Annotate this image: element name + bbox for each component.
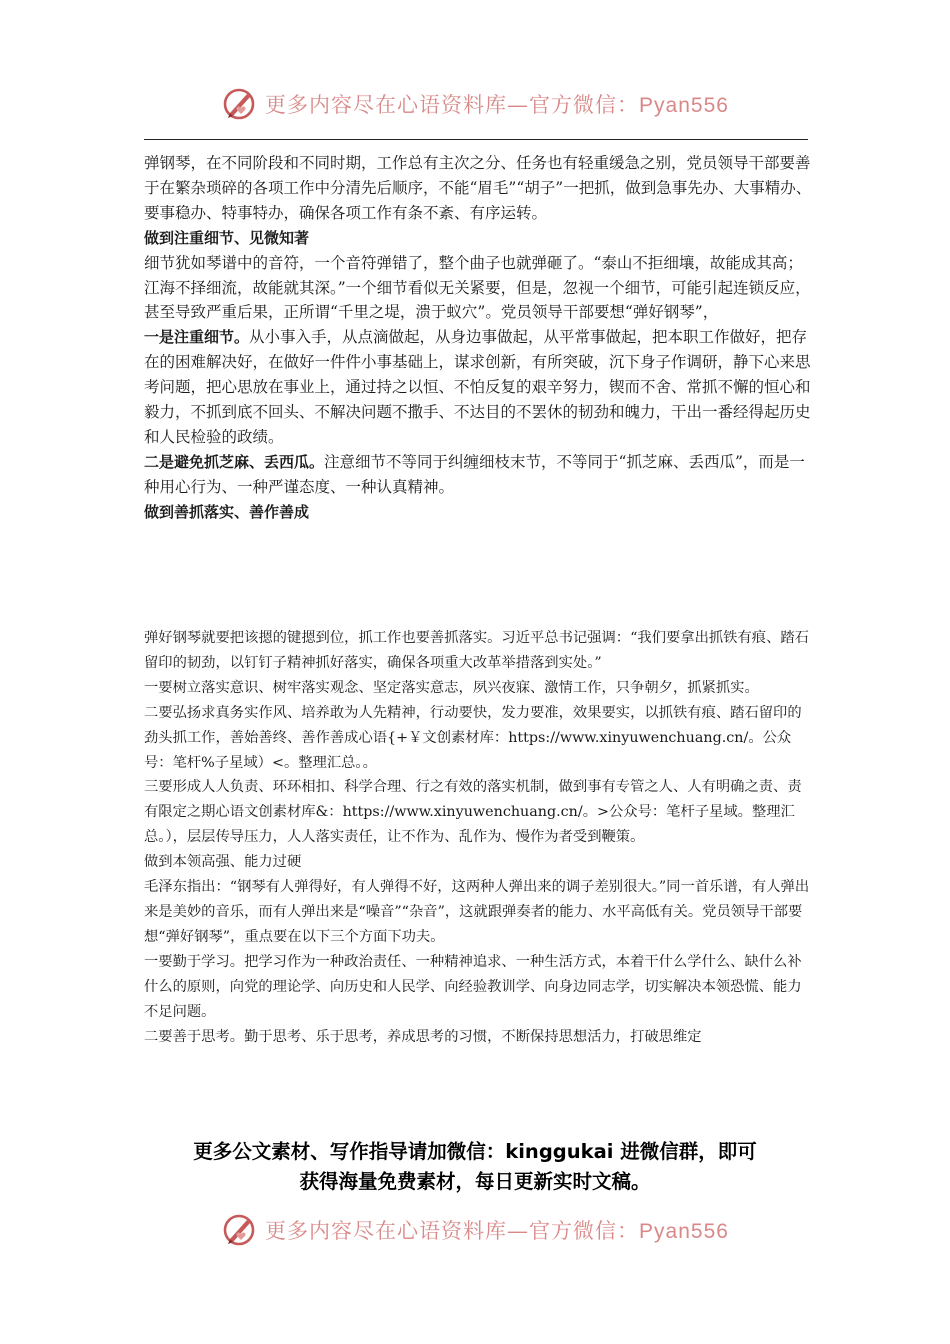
promo-line-2: 获得海量免费素材，每日更新实时文稿。	[299, 1170, 651, 1193]
paragraph: 一要勤于学习。把学习作为一种政治责任、一种精神追求、一种生活方式，本着干什么学什么、缺什么补什么的原则，向党的理论学、向历史和人民学、向经验教训学、向身边同志学，切实解决本领恐慌、能力不足问题。	[144, 953, 802, 1020]
paragraph: 弹好钢琴就要把该摁的键摁到位，抓工作也要善抓落实。习近平总书记强调：“我们要拿出抓铁有痕、踏石留印的韧劲，以钉钉子精神抓好落实，确保各项重大改革举措落到实处。”	[144, 630, 809, 671]
header-wechat-id: Pyan556	[639, 94, 729, 117]
bold-lead: 二是避免抓芝麻、丢西瓜。	[144, 452, 325, 471]
promo-banner	[130, 1137, 820, 1197]
paragraph: 二要善于思考。勤于思考、乐于思考，养成思考的习惯，不断保持思想活力，打破思维定	[144, 1028, 702, 1045]
bold-lead: 一是注重细节。	[144, 328, 250, 347]
paragraph: 细节犹如琴谱中的音符，一个音符弹错了，整个曲子也就弹砸了。“泰山不拒细壤，故能成其高；江海不择细流，故能就其深。”一个细节看似无关紧要，但是，忽视一个细节，可能引起连锁反应，甚至导致严重后果，正所谓“千里之堤，溃于蚁穴”。党员领导干部要想“弹好钢琴”，	[144, 253, 811, 322]
paragraph: 一是注重细节。从小事入手，从点滴做起，从身边事做起，从平常事做起，把本职工作做好，把存在的困难解决好，在做好一件件小事基础上，谋求创新，有所突破，沉下身子作调研，静下心来思考问题，把心思放在事业上，通过持之以恒、不怕反复的艰辛努力，锲而不舍、常抓不懈的恒心和毅力，不抓到底不回头、不解决问题不撒手、不达目的不罢休的韧劲和魄力，干出一番经得起历史和人民检验的政绩。	[144, 328, 811, 446]
paragraph: 弹钢琴，在不同阶段和不同时期，工作总有主次之分、任务也有轻重缓急之别，党员领导干部要善于在繁杂琐碎的各项工作中分清先后顺序，不能“眉毛”“胡子”一把抓，做到急事先办、大事精办、要事稳办、特事特办，确保各项工作有条不紊、有序运转。	[144, 154, 812, 222]
paragraph: 毛泽东指出：“钢琴有人弹得好，有人弹得不好，这两种人弹出来的调子差别很大。”同一首乐谱，有人弹出来是美妙的音乐，而有人弹出来是“噪音”“杂音”，这就跟弹奏者的能力、水平高低有关。党员领导干部要想“弹好钢琴”，重点要在以下三个方面下功夫。	[144, 879, 810, 945]
document-body-section-1	[144, 151, 816, 525]
section-heading: 做到注重细节、见微知著	[144, 228, 310, 247]
header-divider	[144, 139, 808, 140]
paragraph: 二是避免抓芝麻、丢西瓜。注意细节不等同于纠缠细枝末节，不等同于“抓芝麻、丢西瓜”，而是一种用心行为、一种严谨态度、一种认真精神。	[144, 452, 805, 496]
section-heading: 做到善抓落实、善作善成	[144, 502, 310, 521]
header-brand	[0, 84, 950, 124]
promo-line-1: 更多公文素材、写作指导请加微信：kinggukai 进微信群，即可	[193, 1140, 757, 1163]
document-body-section-2	[144, 626, 810, 1049]
paragraph: 一要树立落实意识、树牢落实观念、坚定落实意志，夙兴夜寐、激情工作，只争朝夕，抓紧抓实。	[144, 679, 759, 696]
pen-heart-logo-icon	[221, 86, 257, 122]
footer-wechat-id: Pyan556	[639, 1220, 729, 1243]
footer-brand-text: 更多内容尽在心语资料库—官方微信：Pyan556	[265, 1219, 729, 1243]
header-brand-text: 更多内容尽在心语资料库—官方微信：Pyan556	[265, 93, 729, 117]
paragraph: 三要形成人人负责、环环相扣、科学合理、行之有效的落实机制，做到事有专管之人、人有明确之责、责有限定之期心语文创素材库&：https://www.xinyuwenchuang.cn/。>公众号：笔杆子星域。整理汇总。），层层传导压力，人人落实责任，让不作为、乱作为、慢作为者受到鞭策。	[144, 779, 802, 846]
paragraph: 做到本领高强、能力过硬	[144, 854, 302, 871]
footer-brand	[0, 1210, 950, 1250]
pen-heart-logo-icon	[221, 1212, 257, 1248]
paragraph: 二要弘扬求真务实作风、培养敢为人先精神，行动要快，发力要准，效果要实，以抓铁有痕、踏石留印的劲头抓工作，善始善终、善作善成心语{+￥文创素材库：https://www.xinyuwenchuang.cn/。公众号：笔杆%子星域）<。整理汇总。。	[144, 704, 802, 771]
